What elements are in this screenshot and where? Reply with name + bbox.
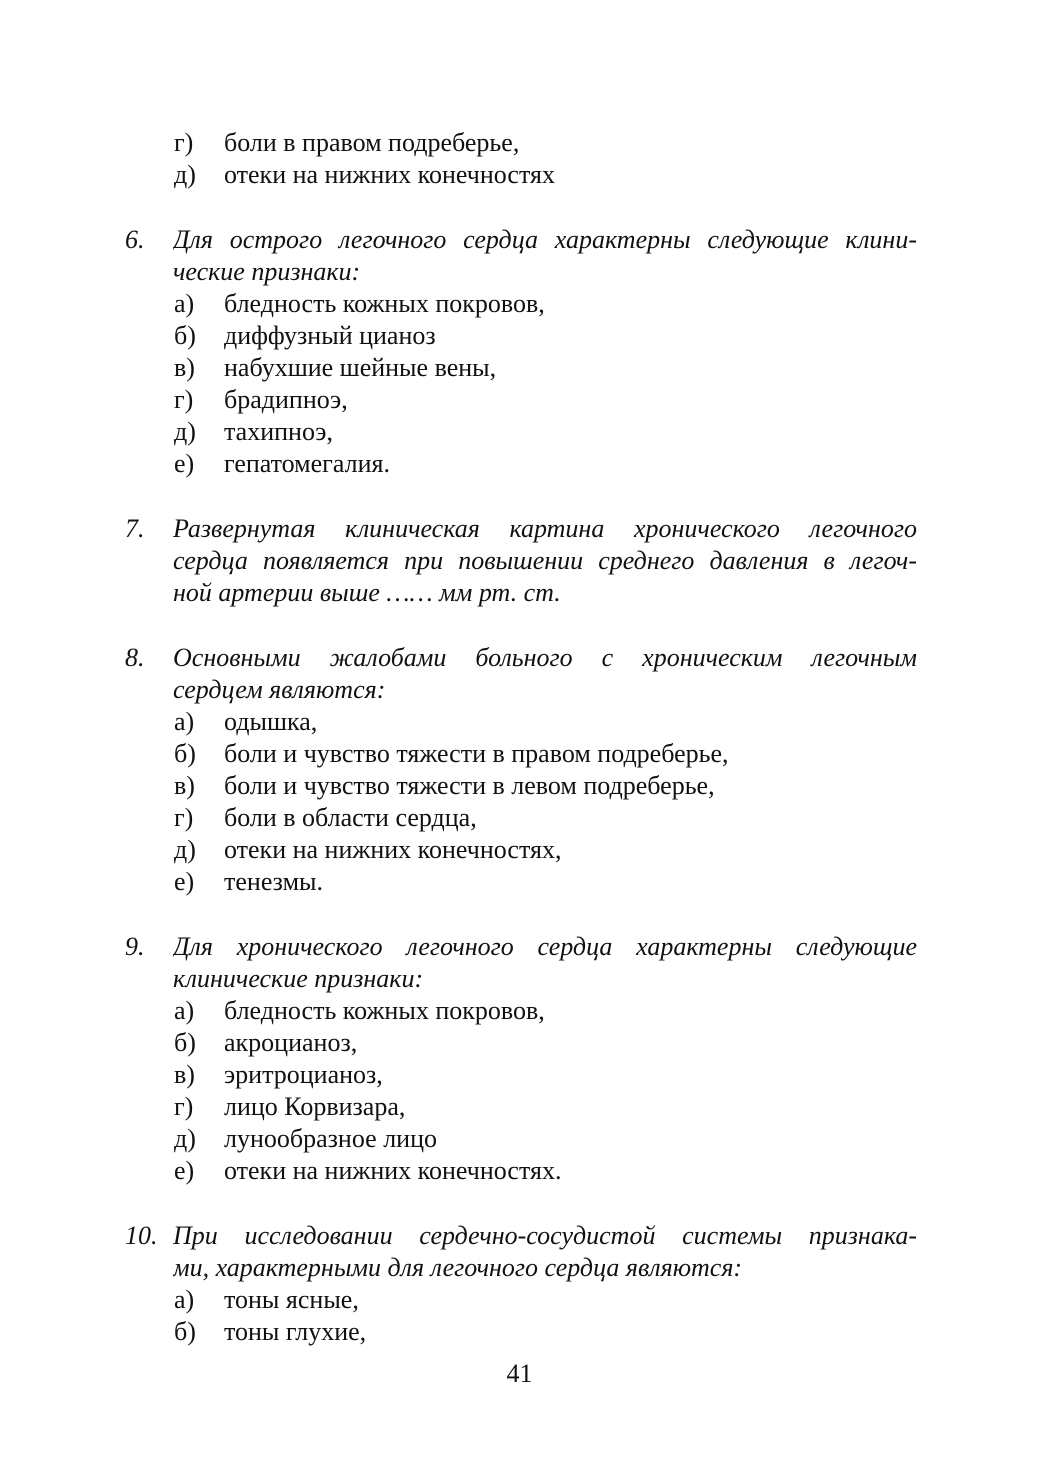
option-letter: д) [174, 160, 196, 189]
question-text-line: При исследовании сердечно-сосудистой системы признака- [173, 1221, 917, 1250]
option-text: бледность кожных покровов, [224, 289, 545, 318]
option-text: отеки на нижних конечностях, [224, 835, 562, 864]
option-text: набухшие шейные вены, [224, 353, 497, 382]
option-letter: е) [174, 867, 195, 896]
option-letter: а) [174, 289, 195, 318]
option-letter: б) [174, 321, 196, 350]
option-text: брадипноэ, [224, 385, 348, 414]
question-text-line: ческие признаки: [173, 257, 361, 286]
option-text: акроцианоз, [224, 1028, 358, 1057]
option-text: тенезмы. [224, 867, 323, 896]
option-text: бледность кожных покровов, [224, 996, 545, 1025]
option-letter: г) [174, 385, 194, 414]
option-text: лунообразное лицо [224, 1124, 438, 1153]
option-letter: е) [174, 1156, 195, 1185]
option-letter: д) [174, 835, 196, 864]
question-number: 8. [125, 643, 145, 672]
option-letter: а) [174, 1285, 195, 1314]
question-number: 9. [125, 932, 145, 961]
question-number: 7. [125, 514, 145, 543]
question-text-line: сердца появляется при повышении среднего давления в легоч- [173, 546, 917, 575]
option-letter: а) [174, 707, 195, 736]
question-6 [125, 224, 917, 288]
option-letter: д) [174, 417, 196, 446]
question-text-line: ми, характерными для легочного сердца являются: [173, 1253, 743, 1282]
question-number: 10. [125, 1221, 158, 1250]
page-number: 41 [506, 1359, 533, 1388]
question-9 [125, 931, 917, 995]
question-7 [125, 513, 917, 609]
option-text: тоны глухие, [224, 1317, 367, 1346]
question-text-line: сердцем являются: [173, 675, 386, 704]
option-text: боли и чувство тяжести в левом подреберье, [224, 771, 715, 800]
option-letter: б) [174, 1028, 196, 1057]
option-text: боли в области сердца, [224, 803, 477, 832]
option-letter: в) [174, 1060, 195, 1089]
option-text: одышка, [224, 707, 318, 736]
question-text-line: Развернутая клиническая картина хронического легочного [173, 514, 917, 543]
option-text: отеки на нижних конечностях [224, 160, 555, 189]
question-text-line: Для острого легочного сердца характерны следующие клини- [173, 225, 917, 254]
question-text-line: Для хронического легочного сердца характерны следующие [173, 932, 917, 961]
question-10 [125, 1220, 917, 1284]
option-text: диффузный цианоз [224, 321, 436, 350]
option-text: тоны ясные, [224, 1285, 359, 1314]
question-8 [125, 642, 917, 706]
question-text-line: Основными жалобами больного с хроническим легочным [173, 643, 917, 672]
option-letter: в) [174, 353, 195, 382]
option-text: гепатомегалия. [224, 449, 390, 478]
option-letter: б) [174, 1317, 196, 1346]
option-letter: б) [174, 739, 196, 768]
option-letter: е) [174, 449, 195, 478]
question-text-line: клинические признаки: [173, 964, 424, 993]
option-letter: г) [174, 1092, 194, 1121]
option-letter: д) [174, 1124, 196, 1153]
option-text: тахипноэ, [224, 417, 333, 446]
option-letter: г) [174, 128, 194, 157]
option-text: эритроцианоз, [224, 1060, 383, 1089]
question-number: 6. [125, 225, 145, 254]
option-letter: в) [174, 771, 195, 800]
option-letter: а) [174, 996, 195, 1025]
question-text-line: ной артерии выше …… мм рт. ст. [173, 578, 561, 607]
option-text: боли в правом подреберье, [224, 128, 520, 157]
option-letter: г) [174, 803, 194, 832]
option-text: лицо Корвизара, [224, 1092, 406, 1121]
option-text: боли и чувство тяжести в правом подреберье, [224, 739, 729, 768]
option-text: отеки на нижних конечностях. [224, 1156, 562, 1185]
